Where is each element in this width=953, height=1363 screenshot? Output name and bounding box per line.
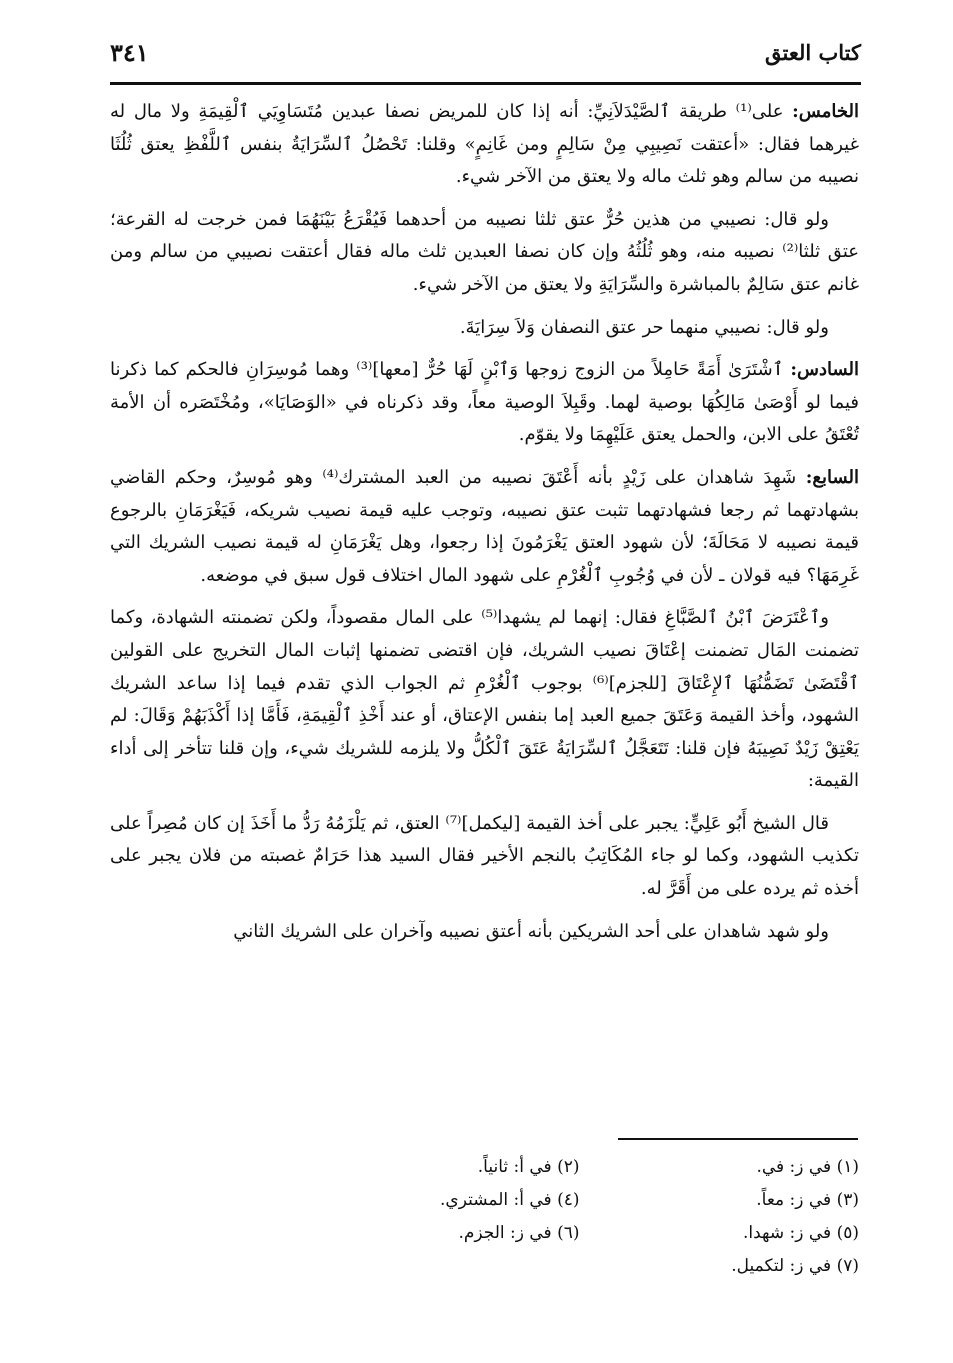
footnote: (٤) في أ: المشتري.: [440, 1189, 580, 1210]
paragraph: [110, 462, 859, 592]
paragraph: [110, 354, 859, 452]
footnote: (٧) في ز: لتكميل.: [731, 1255, 859, 1276]
main-text: [110, 96, 859, 958]
page-header: [110, 36, 861, 76]
page-number: ٣٤١: [110, 38, 149, 67]
paragraph: [110, 602, 859, 798]
paragraph: [110, 916, 859, 949]
paragraph-text: قال الشيخ أَبُو عَلِيٍّ: يجبر على أخذ القيمة [ليكمل]⁽⁷⁾ العتق، ثم يَلْزَمُهُ رَدُّ ما أَخَذَ إن كان مُصِراً على تكذيب الشهود، وكما لو جاء المُكَاتِبُ بالنجم الأخير فقال السيد هذا حَرَامٌ غصبته من فلان يجبر على أخذه ثم يرده على من أَقَرَّ له.: [110, 812, 859, 900]
footnote: (٥) في ز: شهدا.: [743, 1222, 859, 1243]
footnotes: [300, 1150, 859, 1282]
paragraph: [110, 808, 859, 906]
footnote-row: [300, 1216, 859, 1249]
footnote: (١) في ز: في.: [756, 1156, 859, 1177]
section-lead: السادس:: [790, 359, 859, 381]
footnote: (٣) في ز: معاً.: [756, 1189, 859, 1210]
footnote: (٢) في أ: ثانياً.: [477, 1156, 580, 1177]
paragraph-text: ولو شهد شاهدان على أحد الشريكين بأنه أعتق نصيبه وآخران على الشريك الثاني: [233, 920, 829, 942]
paragraph-text: ولو قال: نصيبي من هذين حُرٌّ عتق ثلثا نصيبه من أحدهما فَيُقْرَعُ بَيْنَهُمَا فمن خرجت له القرعة؛ عتق ثلثا⁽²⁾ نصيبه منه، وهو ثُلُثُهُ وإن كان نصفا العبدين ثلث ماله فقال أعتقت نصيبي من سالم ومن غانم عتق سَالِمٌ بالمباشرة والسِّرَايَةِ ولا يعتق من الآخر شيء.: [110, 208, 859, 295]
section-lead: السابع:: [805, 466, 860, 488]
footnote-row: [300, 1183, 859, 1216]
footnote-row: [300, 1150, 859, 1183]
paragraph-text: ٱشْتَرَىٰ أَمَةً حَامِلاً من الزوج زوجها وَٱبْنٍ لَهَا حُرٌّ [معها]⁽³⁾ وهما مُوسِرَانِ فالحكم كما ذكرنا فيما لو أَوْصَىٰ مَالِكُهَا بوصية لهما. وقَبِلاَ الوصية معاً، وقد ذكرناه في «الوَصَايَا»، ومُخْتَصَره أن الأمة تُعْتَقُ على الابن، والحمل يعتق عَلَيْهِمَا ولا يقوّم.: [110, 359, 859, 446]
paragraph-text: وٱعْتَرَضَ ٱبْنُ ٱلصَّبَّاغِ فقال: إنهما لم يشهدا⁽⁵⁾ على المال مقصوداً، ولكن تضمنته الشهادة، وكما تضمنت المَال تضمنت إعْتَاقَ نصيب الشريك، فإن اقتضى تضمنها إثبات المال التخريج على القولين ٱقْتَضَىٰ تَضَمُّنُهَا ٱلإِعْتَاقَ [للجزم]⁽⁶⁾ بوجوب ٱلْغُرْمِ ثم الجواب الذي تقدم فيما إذا ساعد الشريك الشهود، وأخذ القيمة وَعَتَقَ جميع العبد إما بنفس الإعتاق، أو عند أَخْذِ ٱلْقِيمَةِ، فَأَمَّا إذا أَكْذَبَهُمْ وَقَالَ: لم يَعْتِقْ زَيْدٌ نَصِيبَهُ فإن قلنا: تَتَعَجَّلُ ٱلسِّرَايَةُ عَتَقَ ٱلْكُلُّ ولا يلزمه للشريك شيء، وإن قلنا تتأخر إلى أداء القيمة:: [110, 607, 859, 792]
footnote-rule: [618, 1138, 858, 1140]
paragraph-text: شَهِدَ شاهدان على زَيْدٍ بأنه أَعْتَقَ نصيبه من العبد المشترك⁽⁴⁾ وهو مُوسِرٌ، وحكم القاضي بشهادتهما ثم رجعا فشهادتهما تثبت عتق نصيبه، وتوجب عليه قيمة نصيب شريكه، فَيَغْرَمَانِ بالرجوع قيمة نصيبه لا مَحَالَةَ؛ لأن شهود العتق يَغْرَمُونَ إذا رجعوا، وهل يَغْرَمَانِ له قيمة نصيب الشريك التي غَرِمَهَا؟ فيه قولان ـ لأن في وُجُوبِ ٱلْغُرْمِ على شهود المال اختلاف قول سبق في موضعه.: [110, 466, 859, 586]
paragraph: [110, 204, 859, 302]
chapter-title: كتاب العتق: [764, 40, 861, 65]
paragraph-text: على⁽¹⁾ طريقة ٱلصَّيْدَلاَنِيِّ: أنه إذا كان للمريض نصفا عبدين مُتَسَاوِيَي ٱلْقِيمَةِ ولا مال له غيرهما فقال: «أعتقت نَصِيبِي مِنْ سَالِمٍ ومن غَانِمٍ» وقلنا: تَحْصُلُ ٱلسِّرَايَةُ بنفس ٱللَّفْظِ يعتق ثُلُثَا نصيبه من سالم وهو ثلث ماله ولا يعتق من الآخر شيء.: [110, 101, 859, 188]
section-lead: الخامس:: [792, 101, 859, 122]
paragraph-text: ولو قال: نصيبي منهما حر عتق النصفان وَلاَ سِرَايَةَ.: [459, 316, 829, 338]
paragraph: [110, 312, 859, 345]
footnote-row: [300, 1249, 859, 1282]
header-rule: [110, 82, 861, 85]
footnote: (٦) في ز: الجزم.: [458, 1222, 580, 1243]
paragraph: [110, 96, 859, 194]
